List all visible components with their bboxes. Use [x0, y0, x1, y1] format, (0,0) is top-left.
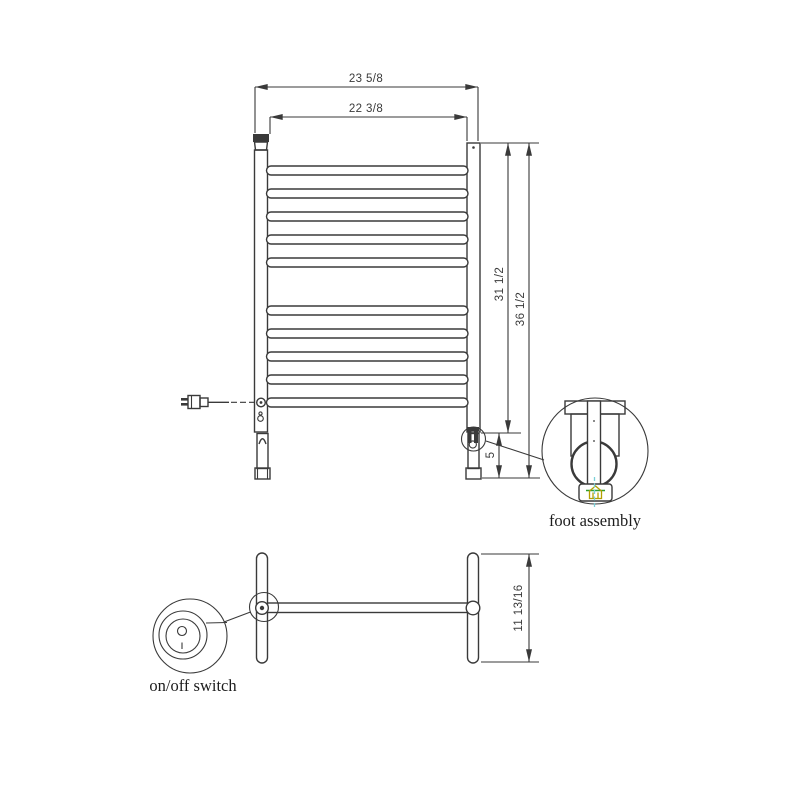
foot-assembly-caption: foot assembly [548, 511, 642, 530]
switch-rocker [166, 619, 200, 653]
towel-bar [267, 189, 469, 198]
mini-foot-ball [469, 441, 476, 448]
dim-text-rail-height: 31 1/2 [494, 266, 506, 302]
plug-neck [200, 398, 208, 407]
dim-text-overall-width: 23 5/8 [348, 73, 384, 85]
towel-bars [267, 166, 469, 407]
switch-screw-bottom [258, 416, 264, 422]
towel-bar [267, 258, 469, 267]
switch-detail-circle [153, 599, 227, 673]
dim-text-depth: 11 13/16 [513, 584, 525, 632]
towel-bar [267, 398, 469, 407]
switch-section-line [206, 623, 227, 624]
foot-assembly-detail [542, 398, 648, 507]
dim-text-foot-height: 5 [485, 451, 497, 459]
dim-text-bar-width: 22 3/8 [348, 103, 384, 115]
right-post [467, 143, 480, 432]
switch-dot [260, 606, 264, 610]
switch-detail-leader [224, 612, 251, 622]
towel-bar [267, 166, 469, 175]
towel-bar [267, 375, 469, 384]
switch-screw-top [259, 412, 262, 415]
towel-bar [267, 212, 469, 221]
switch-off-symbol [178, 627, 187, 636]
on-off-switch-caption: on/off switch [149, 676, 237, 695]
plug-body [188, 396, 200, 409]
dim-text-overall-height: 36 1/2 [515, 291, 527, 327]
plug-prong-top [181, 398, 188, 401]
power-cord [181, 396, 265, 422]
front-view [181, 134, 486, 479]
right-foot [462, 427, 486, 479]
top-view [224, 553, 539, 663]
right-joint-circle [466, 601, 480, 615]
towel-bar [267, 235, 469, 244]
plug-prong-bottom [181, 403, 188, 406]
switch-detail [153, 599, 227, 673]
left-post [255, 150, 268, 432]
left-foot [255, 434, 270, 480]
towel-bar [267, 329, 469, 338]
crossbar-top-view [267, 603, 468, 613]
left-post-cap-collar [255, 142, 268, 150]
towel-bar [267, 352, 469, 361]
towel-bar [267, 306, 469, 315]
right-post-top-dot [472, 146, 475, 149]
left-post-cap [253, 134, 269, 142]
foot-center-tube [588, 401, 601, 489]
